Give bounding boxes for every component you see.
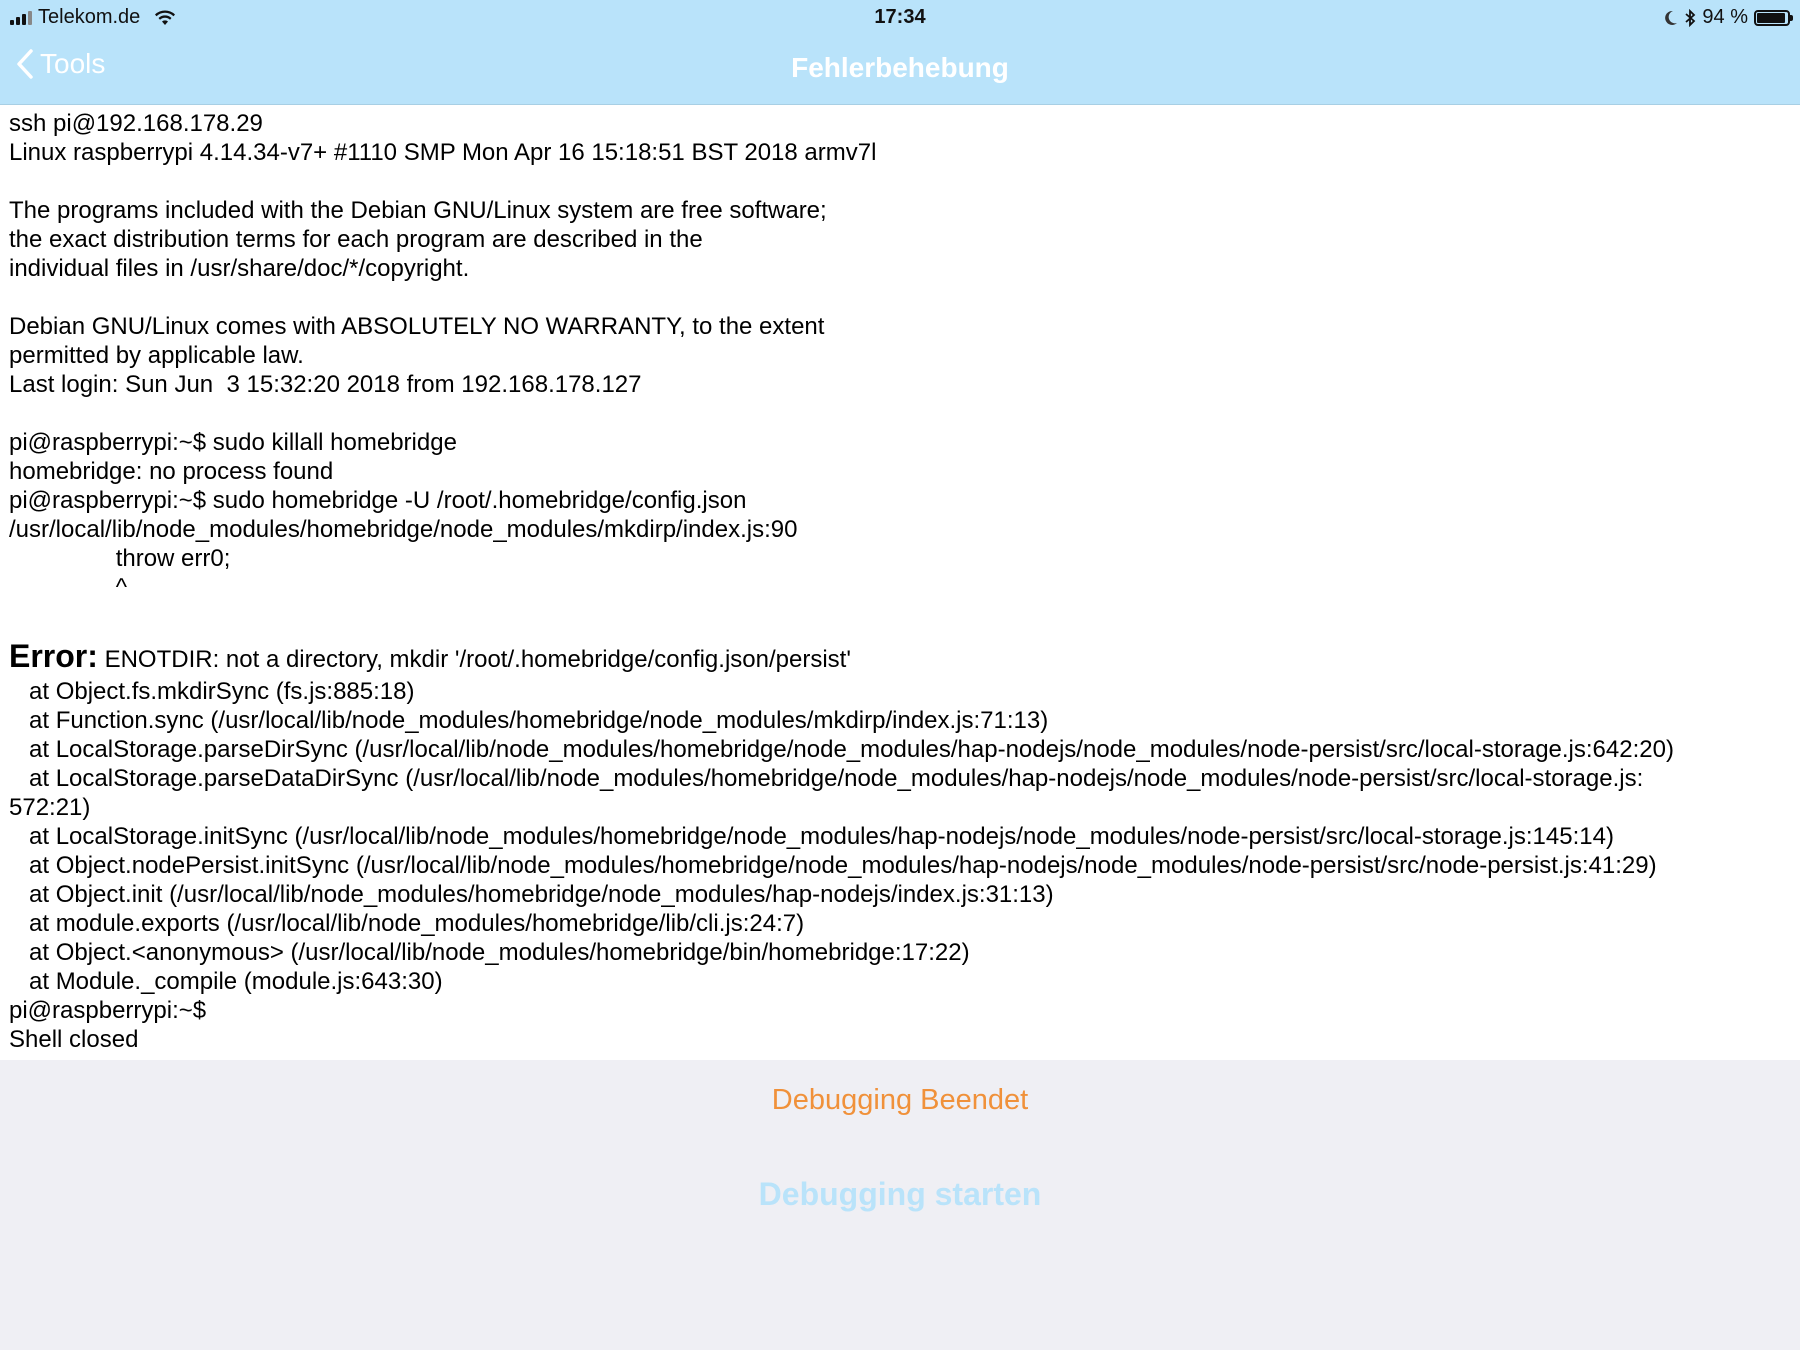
- console-line: Linux raspberrypi 4.14.34-v7+ #1110 SMP Mon Apr 16 15:18:51 BST 2018 armv7l: [9, 139, 877, 166]
- console-line: at Function.sync (/usr/local/lib/node_modules/homebridge/node_modules/mkdirp/index.js:71:13): [9, 707, 1049, 734]
- console-line: at Object.nodePersist.initSync (/usr/local/lib/node_modules/homebridge/node_modules/hap-nodejs/node_modules/node-persist/src/node-persist.js:41:29): [9, 852, 1657, 879]
- console-line: pi@raspberrypi:~$ sudo homebridge -U /root/.homebridge/config.json: [9, 487, 747, 514]
- console-line: [9, 602, 1791, 631]
- console-line: [9, 283, 1791, 312]
- error-message: ENOTDIR: not a directory, mkdir '/root/.homebridge/config.json/persist': [97, 646, 851, 673]
- page-title: Fehlerbehebung: [791, 52, 1009, 83]
- console-line: at Object.fs.mkdirSync (fs.js:885:18): [9, 678, 415, 705]
- status-bar: [0, 0, 1800, 34]
- navigation-bar: [0, 34, 1800, 104]
- console-line: /usr/local/lib/node_modules/homebridge/node_modules/mkdirp/index.js:90: [9, 516, 798, 543]
- debugging-ended-button[interactable]: Debugging Beendet: [771, 1084, 1029, 1116]
- battery-percent: 94 %: [1702, 6, 1748, 28]
- console-line: at Object.init (/usr/local/lib/node_modules/homebridge/node_modules/hap-nodejs/index.js:31:13): [9, 881, 1054, 908]
- console-line: at Module._compile (module.js:643:30): [9, 968, 443, 995]
- console-line: at LocalStorage.parseDataDirSync (/usr/local/lib/node_modules/homebridge/node_modules/hap-nodejs/node_modules/node-persist/src/local-storage.js:: [9, 765, 1644, 792]
- battery-fill: [1757, 13, 1785, 23]
- status-time: 17:34: [874, 6, 926, 28]
- button-area: [0, 1060, 1800, 1350]
- console-line: The programs included with the Debian GNU/Linux system are free software;: [9, 197, 827, 224]
- console-line: homebridge: no process found: [9, 458, 334, 485]
- do-not-disturb-moon-icon: [1664, 10, 1678, 26]
- console-line: [9, 399, 1791, 428]
- console-line: at Object.<anonymous> (/usr/local/lib/node_modules/homebridge/bin/homebridge:17:22): [9, 939, 970, 966]
- console-lines-after-error: [9, 677, 1791, 1054]
- start-debugging-button[interactable]: Debugging starten: [758, 1176, 1042, 1212]
- console-output[interactable]: [0, 105, 1800, 1060]
- console-line: at LocalStorage.initSync (/usr/local/lib/node_modules/homebridge/node_modules/hap-nodejs/node_modules/node-persist/src/local-storage.js:145:14): [9, 823, 1614, 850]
- console-line: at LocalStorage.parseDirSync (/usr/local/lib/node_modules/homebridge/node_modules/hap-nodejs/node_modules/node-persist/src/local-storage.js:642:20): [9, 736, 1674, 763]
- console-line: [9, 167, 1791, 196]
- console-line: Debian GNU/Linux comes with ABSOLUTELY NO WARRANTY, to the extent: [9, 313, 825, 340]
- console-line: pi@raspberrypi:~$ sudo killall homebridge: [9, 429, 457, 456]
- console-line: pi@raspberrypi:~$: [9, 997, 207, 1024]
- top-bar: [0, 0, 1800, 105]
- console-lines-before-error: [9, 109, 1791, 631]
- console-line: ssh pi@192.168.178.29: [9, 110, 263, 137]
- error-label: Error:: [9, 638, 98, 674]
- carrier-label: Telekom.de: [38, 6, 141, 28]
- console-line: Shell closed: [9, 1026, 139, 1053]
- bluetooth-icon: [1684, 9, 1696, 27]
- console-line: Last login: Sun Jun 3 15:32:20 2018 from 192.168.178.127: [9, 371, 642, 398]
- console-line: the exact distribution terms for each program are described in the: [9, 226, 703, 253]
- console-line: ^: [9, 574, 127, 601]
- console-line: throw err0;: [9, 545, 231, 572]
- console-line: 572:21): [9, 794, 91, 821]
- console-line: individual files in /usr/share/doc/*/copyright.: [9, 255, 470, 282]
- console-line: at module.exports (/usr/local/lib/node_modules/homebridge/lib/cli.js:24:7): [9, 910, 805, 937]
- status-right: [1664, 6, 1790, 29]
- back-button-label: Tools: [40, 48, 106, 79]
- error-line: [9, 639, 1791, 677]
- battery-icon: [1754, 10, 1790, 26]
- console-line: permitted by applicable law.: [9, 342, 304, 369]
